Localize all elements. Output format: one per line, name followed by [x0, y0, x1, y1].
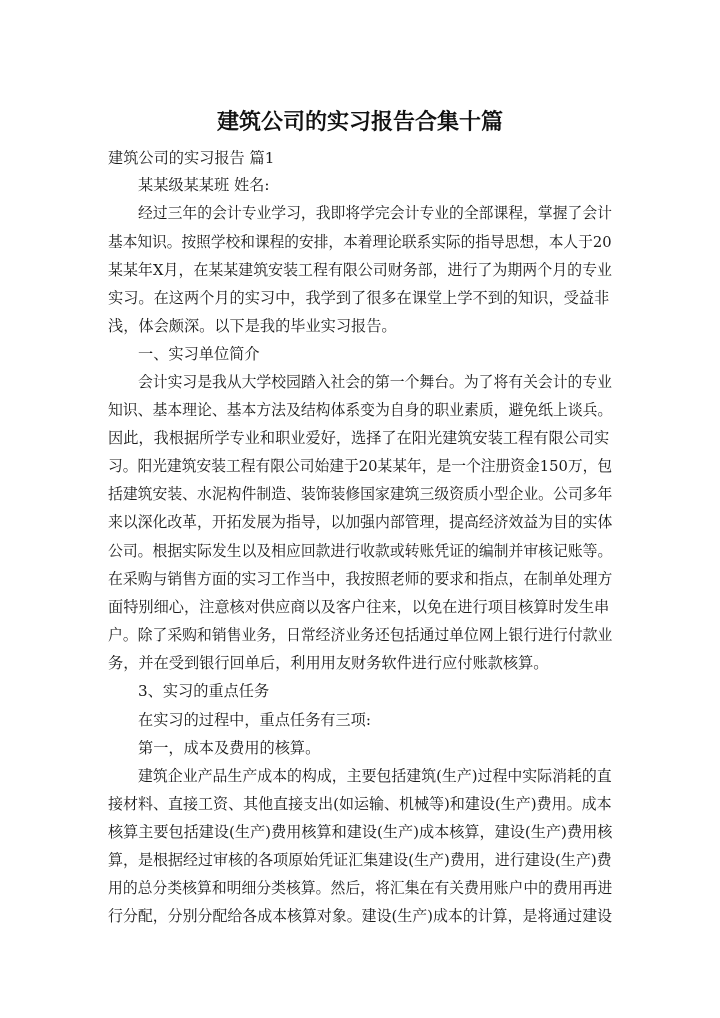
paragraph-line: 因此，我根据所学专业和职业爱好，选择了在阳光建筑安装工程有限公司实: [108, 429, 610, 447]
section-heading: 建筑公司的实习报告 篇1: [108, 149, 275, 167]
paragraph-line: 会计实习是我从大学校园踏入社会的第一个舞台。为了将有关会计的专业: [138, 373, 612, 391]
paragraph-line: 算，是根据经过审核的各项原始凭证汇集建设(生产)费用，进行建设(生产)费: [108, 851, 612, 869]
paragraph-line: 实习。在这两个月的实习中，我学到了很多在课堂上学不到的知识，受益非: [108, 289, 610, 307]
paragraph-line: 来以深化改革，开拓发展为指导，以加强内部管理，提高经济效益为目的实体: [108, 513, 613, 531]
paragraph-line: 核算主要包括建设(生产)费用核算和建设(生产)成本核算，建设(生产)费用核: [108, 823, 613, 841]
section-heading: 一、实习单位简介: [138, 345, 260, 363]
paragraph-line: 接材料、直接工资、其他直接支出(如运输、机械等)和建设(生产)费用。成本: [108, 795, 612, 813]
paragraph-line: 在采购与销售方面的实习工作当中，我按照老师的要求和指点，在制单处理方: [108, 570, 613, 588]
paragraph-line: 户。除了采购和销售业务，日常经济业务还包括通过单位网上银行进行付款业: [108, 626, 613, 644]
paragraph-line: 用的总分类核算和明细分类核算。然后，将汇集在有关费用账户中的费用再进: [108, 879, 613, 897]
paragraph-line: 基本知识。按照学校和课程的安排，本着理论联系实际的指导思想，本人于20: [108, 233, 612, 251]
paragraph-line: 某某级某某班 姓名:: [138, 176, 270, 194]
paragraph-line: 括建筑安装、水泥构件制造、装饰装修国家建筑三级资质小型企业。公司多年: [108, 485, 613, 503]
paragraph-line: 建筑企业产品生产成本的构成，主要包括建筑(生产)过程中实际消耗的直: [138, 767, 612, 785]
paragraph-line: 务，并在受到银行回单后，利用用友财务软件进行应付账款核算。: [108, 654, 549, 672]
document-title: 建筑公司的实习报告合集十篇: [216, 110, 503, 135]
paragraph-line: 面特别细心，注意核对供应商以及客户往来，以免在进行项目核算时发生串: [108, 598, 610, 616]
paragraph-line: 习。阳光建筑安装工程有限公司始建于20某某年，是一个注册资金150万，包: [108, 457, 613, 475]
paragraph-line: 公司。根据实际发生以及相应回款进行收款或转账凭证的编制并审核记账等。: [108, 542, 613, 560]
paragraph-line: 知识、基本理论、基本方法及结构体系变为自身的职业素质，避免纸上谈兵。: [108, 401, 613, 419]
paragraph-line: 在实习的过程中，重点任务有三项:: [138, 711, 371, 729]
paragraph-line: 某某年X月，在某某建筑安装工程有限公司财务部，进行了为期两个月的专业: [108, 261, 613, 279]
paragraph-line: 第一，成本及费用的核算。: [138, 739, 321, 757]
section-heading: 3、实习的重点任务: [138, 682, 270, 700]
paragraph-line: 经过三年的会计专业学习，我即将学完会计专业的全部课程，掌握了会计: [138, 204, 612, 222]
paragraph-line: 浅，体会颇深。以下是我的毕业实习报告。: [108, 317, 397, 335]
paragraph-line: 行分配，分别分配给各成本核算对象。建设(生产)成本的计算，是将通过建设: [108, 907, 613, 925]
